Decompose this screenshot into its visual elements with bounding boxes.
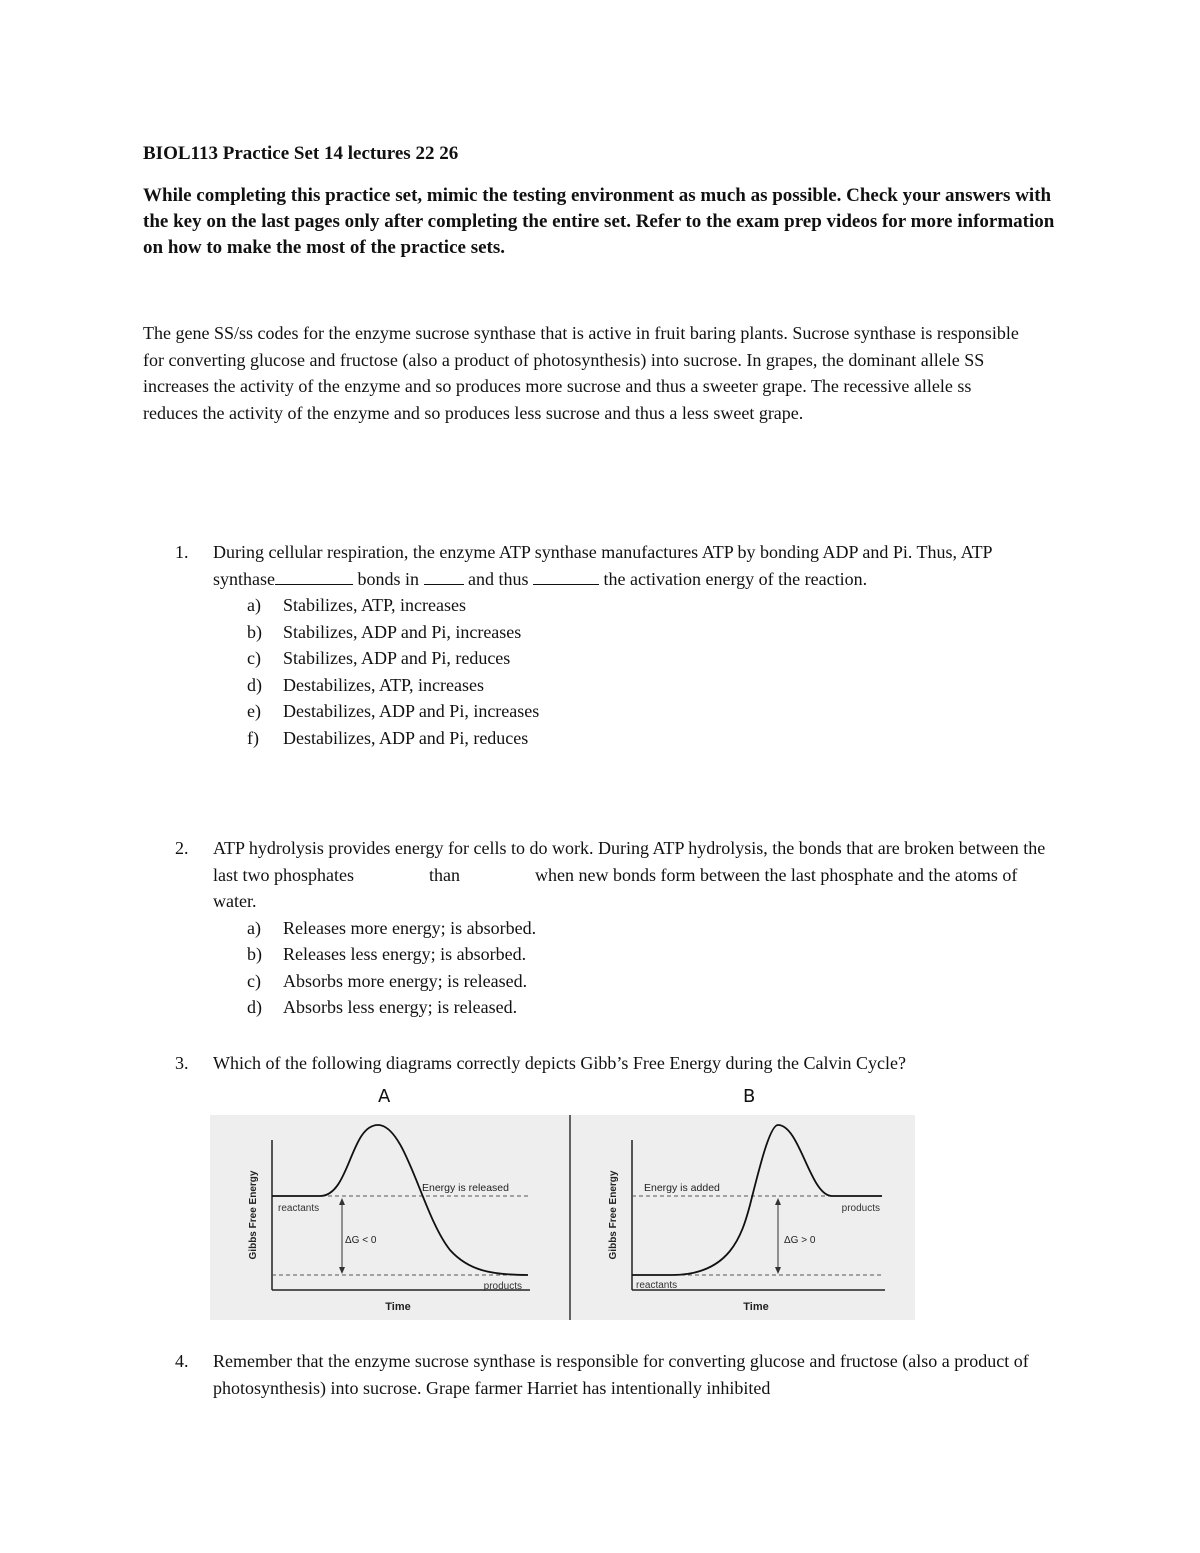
diagram-a-label: A — [378, 1086, 391, 1107]
energy-diagrams-svg — [210, 1085, 915, 1320]
option-letter: b) — [247, 944, 262, 964]
question-text — [213, 539, 1055, 592]
question-1 — [175, 539, 1055, 751]
option-letter: d) — [247, 997, 262, 1017]
option-text: Releases more energy; is absorbed. — [283, 917, 537, 938]
question-text: Which of the following diagrams correctly depicts Gibb’s Free Energy during the Calvin Cycle? — [213, 1053, 906, 1073]
answer-option — [247, 698, 1055, 725]
question-number: 3. — [175, 1053, 189, 1073]
delta-g-label: ΔG > 0 — [784, 1235, 816, 1246]
answer-option — [247, 645, 1055, 672]
answer-options — [175, 592, 1055, 751]
option-letter: c) — [247, 970, 261, 991]
y-axis-label: Gibbs Free Energy — [248, 1170, 259, 1260]
question-text — [213, 835, 1055, 915]
option-text: Absorbs more energy; is released. — [283, 970, 528, 991]
answer-option — [247, 915, 1055, 942]
energy-annotation: Energy is released — [422, 1182, 509, 1194]
option-text: Absorbs less energy; is released. — [283, 997, 518, 1017]
answer-option — [247, 941, 1055, 968]
x-axis-label: Time — [385, 1301, 411, 1313]
option-letter: c) — [247, 648, 261, 668]
answer-option — [247, 725, 1055, 752]
option-letter: f) — [247, 727, 259, 748]
question-text-part: During cellular respiration, the enzyme ATP synthase manufactures ATP by bonding ADP and Pi. Thus, ATP synthase — [213, 542, 992, 589]
energy-annotation: Energy is added — [644, 1182, 720, 1194]
question-number: 2. — [175, 838, 189, 858]
end-label: products — [483, 1281, 522, 1292]
option-text: Destabilizes, ADP and Pi, reduces — [283, 727, 529, 748]
answer-option — [247, 994, 1055, 1021]
answer-option — [247, 592, 1055, 619]
option-letter: a) — [247, 917, 261, 938]
option-text: Destabilizes, ATP, increases — [283, 674, 484, 695]
question-number: 4. — [175, 1351, 189, 1371]
option-letter: a) — [247, 595, 261, 615]
question-text-part: ATP hydrolysis provides energy for cells to do work. During ATP hydrolysis, the bonds that are broken between the last two phosphates — [213, 838, 1046, 885]
start-label: reactants — [636, 1280, 678, 1291]
question-text-part: than — [429, 864, 460, 885]
option-text: Stabilizes, ATP, increases — [283, 595, 466, 615]
question-text-part: and thus — [468, 568, 529, 589]
instructions-paragraph: While completing this practice set, mimic the testing environment as much as possible. Check your answers with the key on the last pages only after completing the entire set. Refer to the exam prep videos for more information on how to make the most of the practice sets. — [143, 185, 1055, 258]
option-text: Stabilizes, ADP and Pi, reduces — [283, 648, 511, 668]
intro-paragraph: The gene SS/ss codes for the enzyme sucrose synthase that is active in fruit baring plants. Sucrose synthase is responsible for converting glucose and fructose (also a product of photosynthesis) into sucrose. In grapes, the dominant allele SS increases the activity of the enzyme and so produces more sucrose and thus a sweeter grape. The recessive allele ss reduces the activity of the enzyme and so produces less sucrose and thus a less sweet grape. — [143, 323, 1019, 423]
question-2 — [175, 835, 1055, 1021]
option-text: Destabilizes, ADP and Pi, increases — [283, 701, 540, 721]
x-axis-label: Time — [743, 1301, 769, 1313]
option-letter: d) — [247, 674, 262, 695]
document-title: BIOL113 Practice Set 14 lectures 22 26 — [143, 143, 459, 164]
answer-blank — [533, 568, 599, 585]
question-number: 1. — [175, 542, 189, 562]
diagram-b-label: B — [743, 1086, 756, 1107]
question-text: Remember that the enzyme sucrose synthase is responsible for converting glucose and fructose (also a product of photosynthesis) into sucrose. Grape farmer Harriet has intentionally inhibited — [213, 1351, 1029, 1398]
delta-g-label: ΔG < 0 — [345, 1235, 377, 1246]
question-4 — [175, 1348, 1055, 1401]
option-letter: e) — [247, 701, 261, 721]
option-text: Releases less energy; is absorbed. — [283, 944, 527, 964]
answer-blank — [424, 568, 464, 585]
answer-blank — [275, 568, 353, 585]
option-letter: b) — [247, 621, 262, 642]
answer-option — [247, 619, 1055, 646]
answer-option — [247, 968, 1055, 995]
answer-options — [175, 915, 1055, 1021]
question-text-part: when new bonds form between the last phosphate and the atoms of water. — [213, 864, 1018, 911]
y-axis-label: Gibbs Free Energy — [608, 1170, 619, 1260]
question-text-part: bonds in — [357, 568, 420, 589]
question-3 — [175, 1050, 1055, 1077]
start-label: reactants — [278, 1203, 320, 1214]
question-text-part: the activation energy of the reaction. — [603, 568, 868, 589]
end-label: products — [841, 1203, 880, 1214]
answer-option — [247, 672, 1055, 699]
option-text: Stabilizes, ADP and Pi, increases — [283, 621, 522, 642]
energy-diagrams-figure — [210, 1085, 915, 1320]
